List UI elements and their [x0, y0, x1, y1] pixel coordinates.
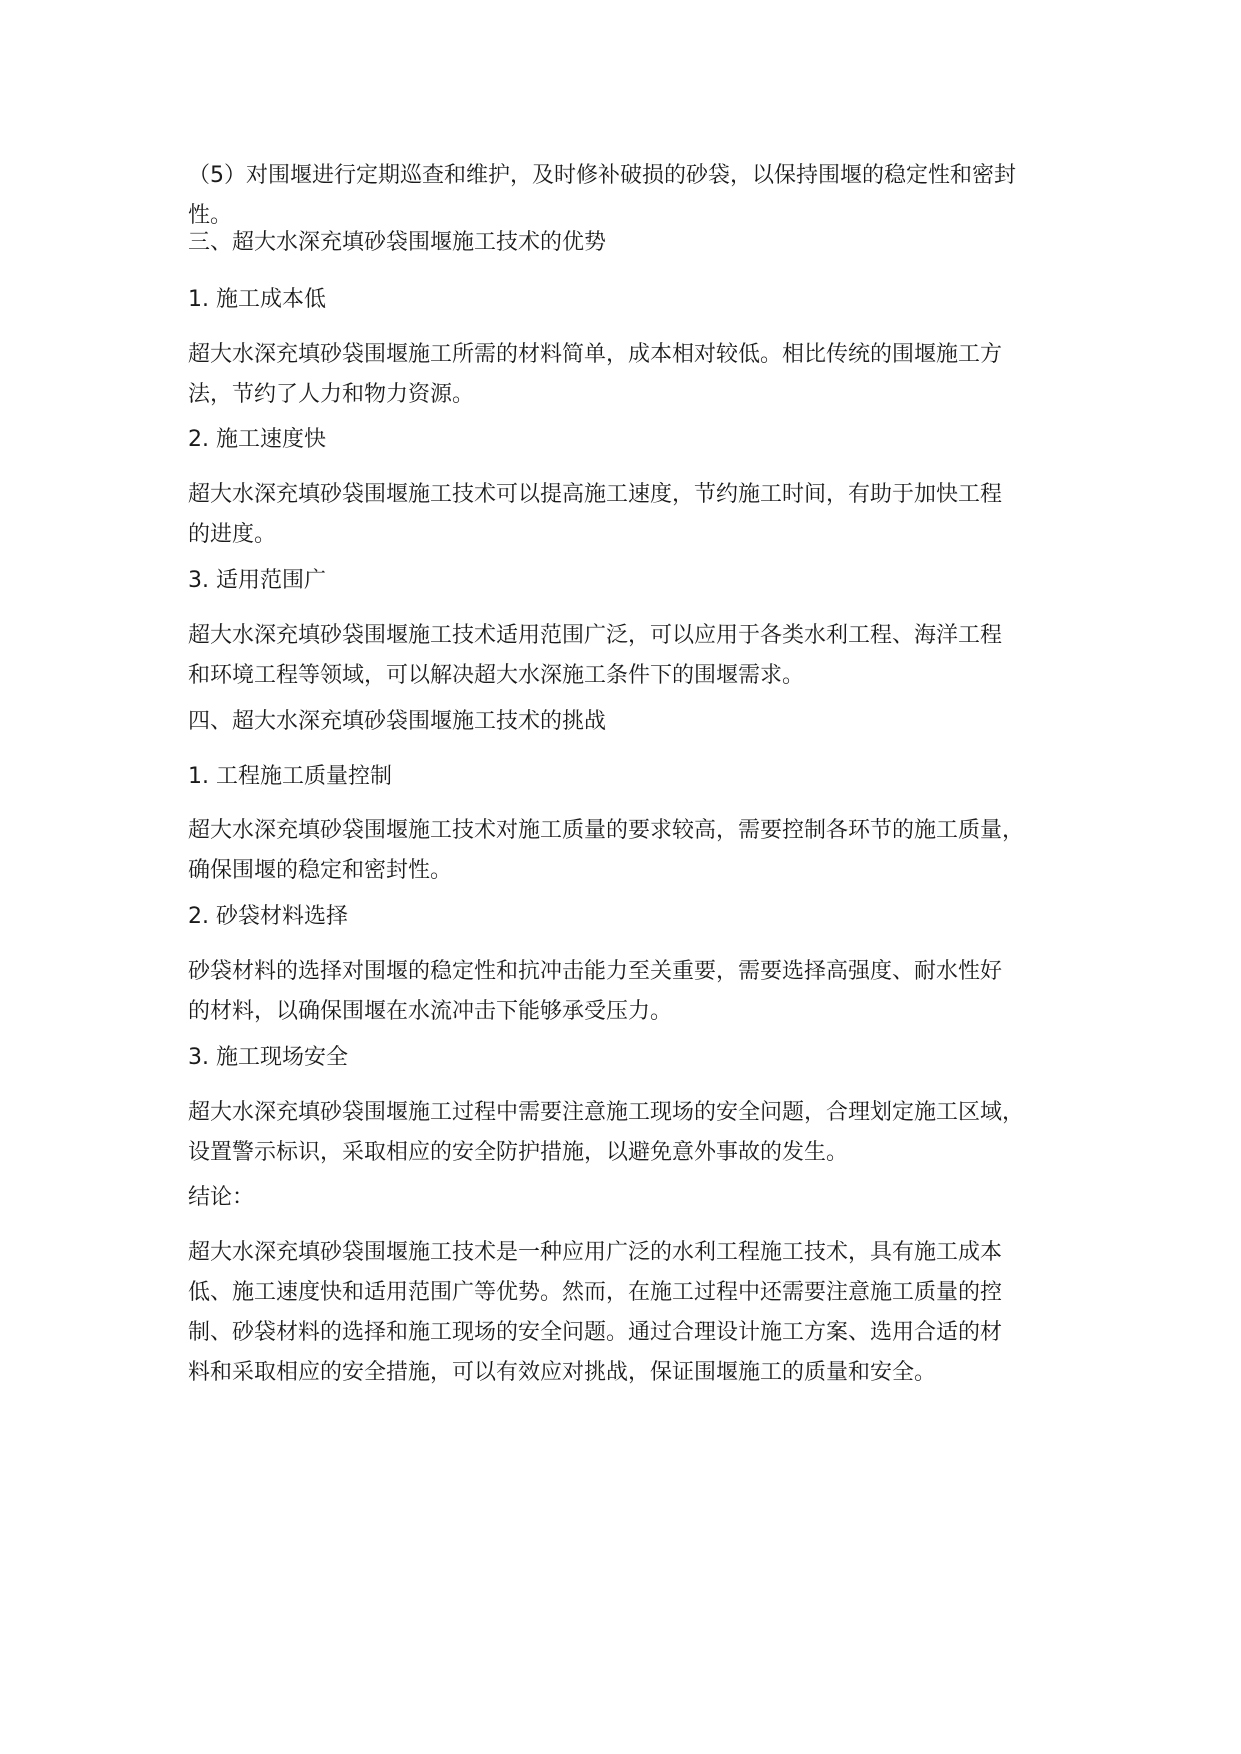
subheading-site-safety [188, 1038, 1088, 1078]
section-heading-challenges [188, 702, 1088, 742]
subheading-text: 2. 砂袋材料选择 [188, 904, 348, 929]
text-line: 超大水深充填砂袋围堰施工技术是一种应用广泛的水利工程施工技术，具有施工成本 [188, 1240, 1003, 1265]
text-line: 料和采取相应的安全措施，可以有效应对挑战，保证围堰施工的质量和安全。 [188, 1360, 937, 1385]
text-line: 超大水深充填砂袋围堰施工技术对施工质量的要求较高，需要控制各环节的施工质量， [188, 818, 1025, 843]
subheading-text: 1. 工程施工质量控制 [188, 764, 392, 789]
heading-text: 结论： [188, 1185, 255, 1210]
text-line: 和环境工程等领域，可以解决超大水深施工条件下的围堰需求。 [188, 663, 805, 688]
text-line: 超大水深充填砂袋围堰施工技术适用范围广泛，可以应用于各类水利工程、海洋工程 [188, 623, 1003, 648]
subheading-wide-range [188, 561, 1088, 601]
conclusion-heading [188, 1178, 1088, 1218]
subheading-text: 2. 施工速度快 [188, 427, 326, 452]
text-line: 设置警示标识，采取相应的安全防护措施，以避免意外事故的发生。 [188, 1140, 849, 1165]
subheading-quality-control [188, 757, 1088, 797]
text-line: 砂袋材料的选择对围堰的稳定性和抗冲击能力至关重要，需要选择高强度、耐水性好 [188, 959, 1003, 984]
text-line: 制、砂袋材料的选择和施工现场的安全问题。通过合理设计施工方案、选用合适的材 [188, 1320, 1003, 1345]
heading-text: 四、超大水深充填砂袋围堰施工技术的挑战 [188, 709, 607, 734]
paragraph-low-cost [188, 335, 1088, 415]
paragraph-conclusion [188, 1233, 1088, 1393]
subheading-text: 1. 施工成本低 [188, 287, 326, 312]
paragraph-material-selection [188, 952, 1088, 1032]
text-line: 超大水深充填砂袋围堰施工所需的材料简单，成本相对较低。相比传统的围堰施工方 [188, 342, 1003, 367]
text-line: 的进度。 [188, 522, 277, 547]
text-line: 确保围堰的稳定和密封性。 [188, 858, 453, 883]
text-line: 法，节约了人力和物力资源。 [188, 382, 475, 407]
paragraph-site-safety [188, 1093, 1088, 1173]
paragraph-wide-range [188, 616, 1088, 696]
subheading-text: 3. 施工现场安全 [188, 1045, 348, 1070]
subheading-low-cost [188, 280, 1088, 320]
text-line: 超大水深充填砂袋围堰施工过程中需要注意施工现场的安全问题，合理划定施工区域， [188, 1100, 1025, 1125]
text-line: 的材料，以确保围堰在水流冲击下能够承受压力。 [188, 999, 673, 1024]
text-line: 低、施工速度快和适用范围广等优势。然而，在施工过程中还需要注意施工质量的控 [188, 1280, 1003, 1305]
subheading-fast-speed [188, 420, 1088, 460]
text-line: （5）对围堰进行定期巡查和维护，及时修补破损的砂袋，以保持围堰的稳定性和密封 [188, 163, 1016, 188]
section-heading-advantages [188, 223, 1088, 263]
text-line: 超大水深充填砂袋围堰施工技术可以提高施工速度，节约施工时间，有助于加快工程 [188, 482, 1003, 507]
paragraph-fast-speed [188, 475, 1088, 555]
subheading-text: 3. 适用范围广 [188, 568, 326, 593]
paragraph-quality-control [188, 811, 1088, 891]
text-line: 性。 [188, 203, 233, 228]
heading-text: 三、超大水深充填砂袋围堰施工技术的优势 [188, 230, 607, 255]
subheading-material-selection [188, 897, 1088, 937]
